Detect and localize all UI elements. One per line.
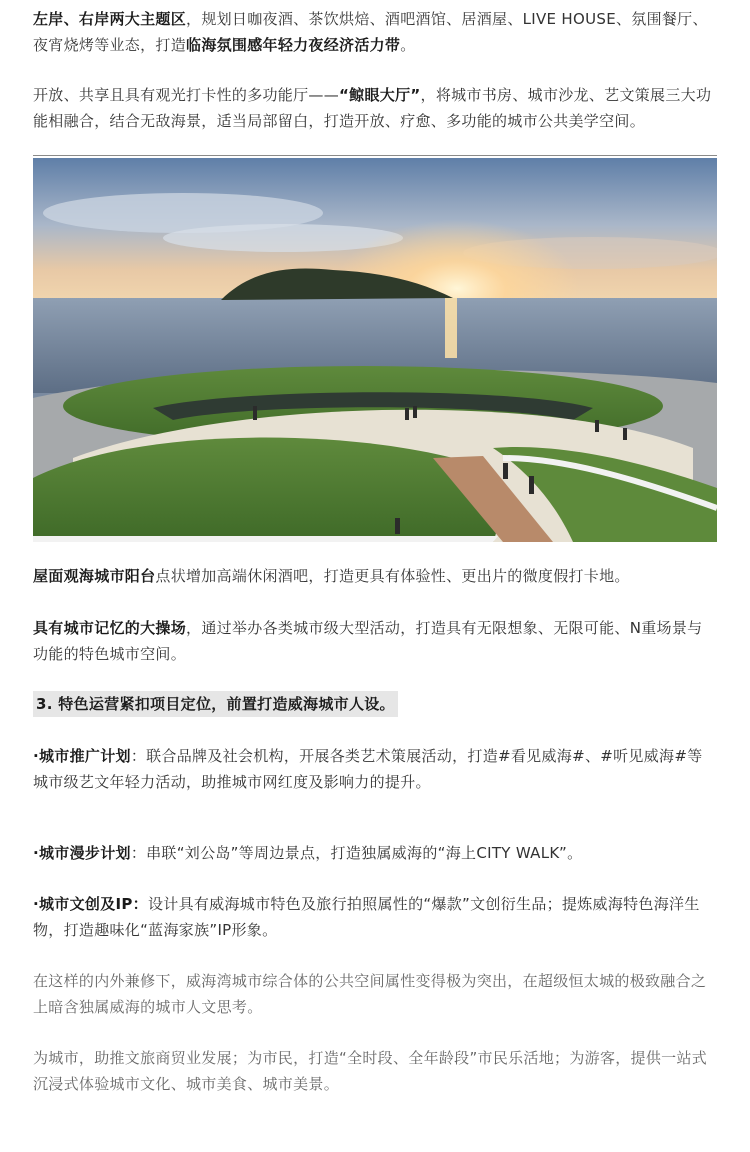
paragraph-rooftop-balcony [33,563,717,589]
paragraph-summary [33,968,717,1020]
paragraph-city-promotion [33,743,717,795]
paragraph-closing [33,1045,717,1097]
body-text: 。 [400,36,416,54]
bold-phrase: ·城市推广计划 [33,747,131,765]
bold-phrase: “鲸眼大厅” [339,86,421,104]
paragraph-whale-eye-hall [33,82,717,134]
bold-phrase: 具有城市记忆的大操场 [33,619,187,637]
section-heading [33,691,717,717]
body-text: ，将城市书房、城市沙龙、艺文策展三大功能相融合，结合无敌海景，适当局部留白，打造开放、疗愈、多功能的城市公共美学空间。 [33,86,712,130]
bold-phrase: 左岸、右岸两大主题区 [33,10,187,28]
bold-phrase: 屋面观海城市阳台 [33,567,156,585]
body-text: 设计具有威海城市特色及旅行拍照属性的“爆款”文创衍生品；提炼威海特色海洋生物，打造趣味化“蓝海家族”IP形象。 [33,895,700,939]
paragraph-night-economy [33,6,717,58]
sea-view-rendering-image [33,158,717,542]
body-text: ，规划日咖夜酒、茶饮烘焙、酒吧酒馆、居酒屋、LIVE HOUSE、氛围餐厅、夜宵烧烤等业态，打造 [33,10,708,54]
body-text: 为城市，助推文旅商贸业发展；为市民，打造“全时段、全年龄段”市民乐活地；为游客，提供一站式沉浸式体验城市文化、城市美食、城市美景。 [33,1049,708,1093]
section-heading-text: 3. 特色运营紧扣项目定位，前置打造威海城市人设。 [33,691,398,717]
bold-phrase: ·城市漫步计划 [33,844,131,862]
divider [33,155,717,156]
paragraph-cultural-ip [33,891,717,943]
body-text: 开放、共享且具有观光打卡性的多功能厅—— [33,86,340,104]
body-text: 点状增加高端休闲酒吧，打造更具有体验性、更出片的微度假打卡地。 [155,567,630,585]
body-text: ，通过举办各类城市级大型活动，打造具有无限想象、无限可能、N重场景与功能的特色城市空间。 [33,619,703,663]
bold-phrase: ·城市文创及IP： [33,895,148,913]
paragraph-playground [33,615,717,667]
paragraph-city-walk [33,840,717,866]
body-text: ：串联“刘公岛”等周边景点，打造独属威海的“海上CITY WALK”。 [130,844,583,862]
bold-phrase: 临海氛围感年轻力夜经济活力带 [186,36,401,54]
body-text: ：联合品牌及社会机构，开展各类艺术策展活动，打造#看见威海#、#听见威海#等城市级艺文年轻力活动，助推城市网红度及影响力的提升。 [33,747,703,791]
body-text: 在这样的内外兼修下，威海湾城市综合体的公共空间属性变得极为突出，在超级恒太城的极致融合之上暗含独属威海的城市人文思考。 [33,972,707,1016]
